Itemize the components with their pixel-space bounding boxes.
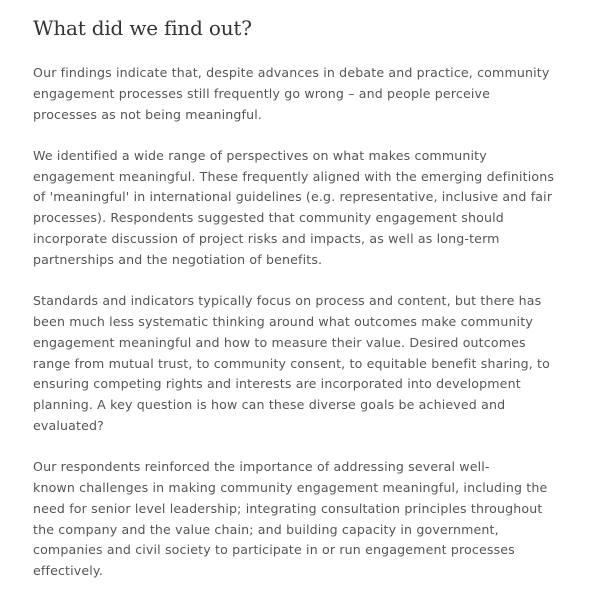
paragraph-line: processes). Respondents suggested that community engagement should [33,210,504,226]
paragraph-line: need for senior level leadership; integrating consultation principles throughout [33,500,543,516]
paragraph-line: been much less systematic thinking around what outcomes make community [33,313,533,329]
paragraph-findings [33,63,593,125]
paragraph-line: effectively. [33,563,103,579]
paragraph-line: Standards and indicators typically focus on process and content, but there has [33,293,542,309]
paragraph-line: range from mutual trust, to community consent, to equitable benefit sharing, to [33,355,550,371]
paragraph-perspectives [33,146,593,271]
paragraph-line: incorporate discussion of project risks and impacts, as well as long-term [33,231,500,247]
paragraph-line: Our respondents reinforced the importance of addressing several well- [33,459,490,475]
paragraph-line: of 'meaningful' in international guidelines (e.g. representative, inclusive and fair [33,189,553,205]
paragraph-line: processes as not being meaningful. [33,106,263,122]
paragraph-line: We identified a wide range of perspectives on what makes community [33,147,487,163]
paragraph-standards [33,291,593,437]
paragraph-line: engagement meaningful. These frequently aligned with the emerging definitions [33,168,555,184]
article [33,0,593,582]
paragraph-line: ensuring competing rights and interests are incorporated into development [33,376,521,392]
paragraph-line: evaluated? [33,417,104,433]
paragraph-line: Our findings indicate that, despite advances in debate and practice, community [33,65,550,80]
paragraph-line: engagement meaningful and how to measure their value. Desired outcomes [33,334,526,350]
paragraph-line: planning. A key question is how can these diverse goals be achieved and [33,397,506,413]
paragraph-line: companies and civil society to participate in or run engagement processes [33,542,515,558]
paragraph-challenges [33,457,593,582]
section-heading: What did we find out? [33,16,252,40]
paragraph-line: engagement processes still frequently go wrong – and people perceive [33,85,491,101]
paragraph-line: the company and the value chain; and building capacity in government, [33,521,499,537]
paragraph-line: known challenges in making community engagement meaningful, including the [33,480,548,496]
paragraph-line: partnerships and the negotiation of benefits. [33,251,323,267]
